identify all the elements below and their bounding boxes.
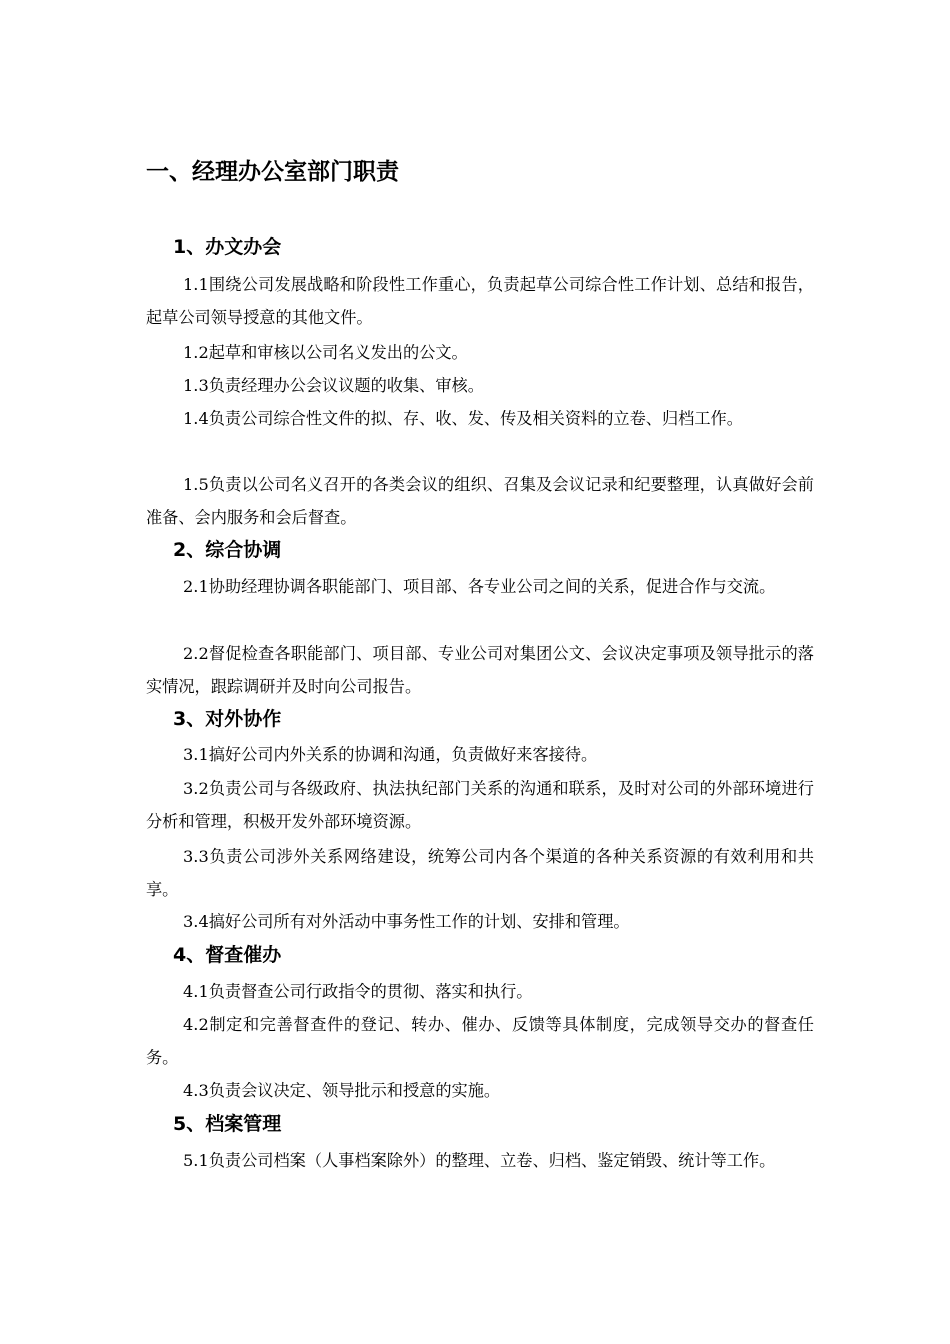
paragraph-3-4: 3.4搞好公司所有对外活动中事务性工作的计划、安排和管理。 bbox=[183, 912, 630, 931]
paragraph-1-5: 1.5负责以公司名义召开的各类会议的组织、召集及会议记录和纪要整理，认真做好会前准备、会内服务和会后督查。 bbox=[146, 475, 814, 527]
paragraph-5-1: 5.1负责公司档案（人事档案除外）的整理、立卷、归档、鉴定销毁、统计等工作。 bbox=[183, 1151, 776, 1170]
paragraph-3-2: 3.2负责公司与各级政府、执法执纪部门关系的沟通和联系，及时对公司的外部环境进行分析和管理，积极开发外部环境资源。 bbox=[146, 779, 814, 831]
paragraph-1-2: 1.2起草和审核以公司名义发出的公文。 bbox=[183, 343, 468, 362]
paragraph-1-3: 1.3负责经理办公会议议题的收集、审核。 bbox=[183, 376, 484, 395]
section-heading-4: 4、督查催办 bbox=[173, 944, 282, 966]
paragraph-2-1: 2.1协助经理协调各职能部门、项目部、各专业公司之间的关系，促进合作与交流。 bbox=[183, 577, 776, 596]
paragraph-1-4: 1.4负责公司综合性文件的拟、存、收、发、传及相关资料的立卷、归档工作。 bbox=[183, 409, 743, 428]
section-heading-2: 2、综合协调 bbox=[173, 539, 282, 561]
paragraph-4-2: 4.2制定和完善督查件的登记、转办、催办、反馈等具体制度，完成领导交办的督查任务。 bbox=[146, 1015, 814, 1067]
section-heading-1: 1、办文办会 bbox=[173, 236, 282, 258]
document-title: 一、经理办公室部门职责 bbox=[146, 159, 399, 185]
paragraph-1-1: 1.1围绕公司发展战略和阶段性工作重心，负责起草公司综合性工作计划、总结和报告，起草公司领导授意的其他文件。 bbox=[146, 275, 814, 327]
paragraph-4-3: 4.3负责会议决定、领导批示和授意的实施。 bbox=[183, 1081, 501, 1100]
paragraph-3-1: 3.1搞好公司内外关系的协调和沟通，负责做好来客接待。 bbox=[183, 745, 598, 764]
paragraph-2-2: 2.2督促检查各职能部门、项目部、专业公司对集团公文、会议决定事项及领导批示的落实情况，跟踪调研并及时向公司报告。 bbox=[146, 644, 814, 696]
section-heading-5: 5、档案管理 bbox=[173, 1113, 282, 1135]
paragraph-3-3: 3.3负责公司涉外关系网络建设，统筹公司内各个渠道的各种关系资源的有效利用和共享。 bbox=[146, 847, 814, 899]
paragraph-4-1: 4.1负责督查公司行政指令的贯彻、落实和执行。 bbox=[183, 982, 533, 1001]
section-heading-3: 3、对外协作 bbox=[173, 708, 282, 730]
